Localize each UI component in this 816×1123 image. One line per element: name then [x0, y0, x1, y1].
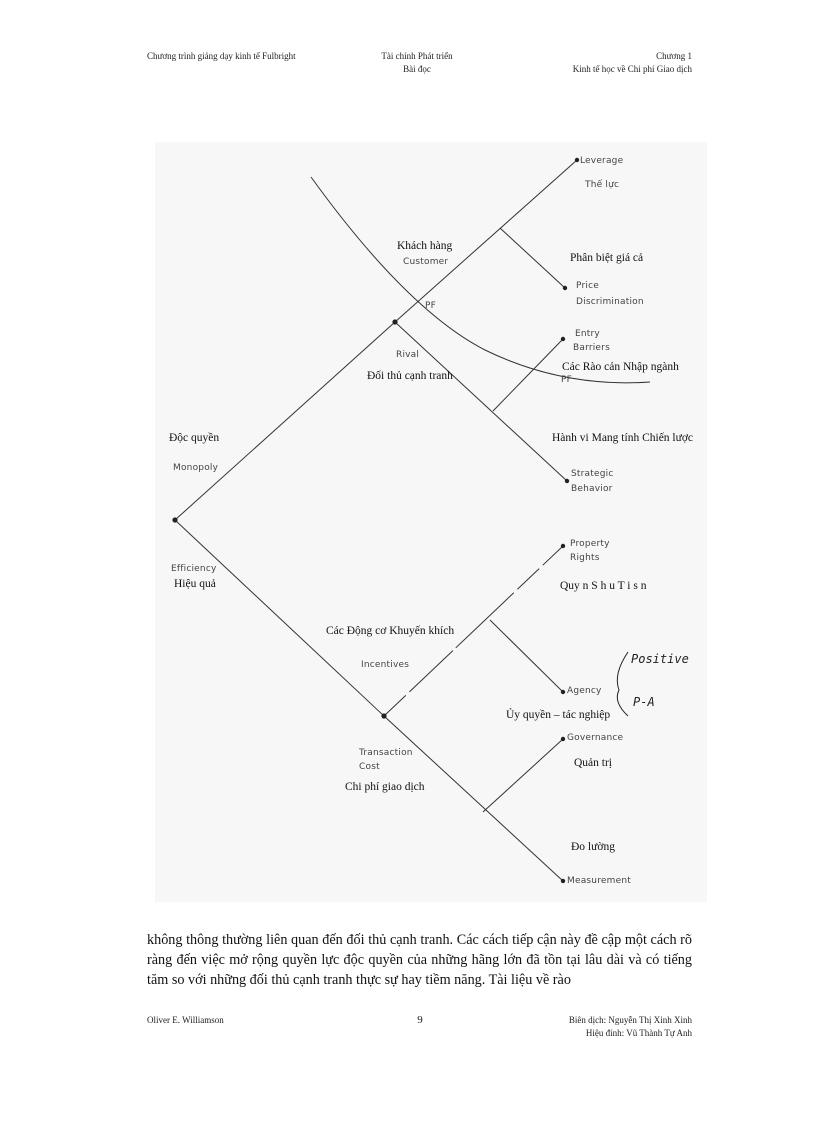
body-paragraph — [147, 930, 692, 990]
price-label: Price — [576, 281, 599, 291]
node-entry — [561, 337, 565, 341]
pf-top-label: PF — [425, 301, 437, 311]
strategic-label: Strategic — [571, 469, 614, 479]
incentives-vi-label: Các Động cơ Khuyến khích — [326, 625, 455, 637]
branch-efficiency-to-measurement — [384, 716, 563, 881]
efficiency-label: Efficiency — [171, 564, 217, 574]
footer-editor: Hiệu đính: Vũ Thành Tự Anh — [585, 1028, 692, 1038]
footer-translator: Biên dịch: Nguyễn Thị Xinh Xinh — [568, 1015, 692, 1025]
rival-label: Rival — [396, 350, 420, 360]
monopoly-vi-label: Độc quyền — [169, 432, 220, 444]
node-agency — [561, 690, 565, 694]
agency-vi-label: Ủy quyền – tác nghiệp — [506, 709, 611, 721]
price-discrimination-vi-label: Phân biệt giá cả — [570, 252, 644, 264]
branch-monopoly-to-strategic — [395, 322, 567, 481]
header-chapter — [573, 50, 692, 76]
leverage-vi-label: Thế lực — [585, 180, 620, 190]
branch-root-to-efficiency — [175, 520, 384, 716]
node-governance — [561, 737, 565, 741]
handwritten-bracket — [617, 652, 628, 716]
pf-bottom-label: PF — [561, 375, 573, 385]
behavior-label: Behavior — [571, 484, 613, 494]
discrimination-label: Discrimination — [576, 297, 644, 307]
entry-label: Entry — [575, 329, 600, 339]
footer-credits — [569, 1014, 692, 1040]
node-monopoly — [392, 319, 397, 324]
governance-label: Governance — [567, 733, 624, 743]
measurement-label: Measurement — [567, 876, 631, 886]
node-leverage — [575, 158, 579, 162]
positive-handwritten-note: Positive — [631, 652, 689, 666]
agency-label: Agency — [567, 686, 602, 696]
customer-vi-label: Khách hàng — [397, 240, 453, 252]
page-number: 9 — [417, 1014, 423, 1026]
header-chapter-title: Kinh tế học về Chi phí Giao dịch — [572, 64, 692, 74]
body-paragraph-text: không thông thường liên quan đến đối thủ cạnh tranh. Các cách tiếp cận này đề cập một cách rõ ràng đến việc mở rộng quyền lực độc quyền của những hãng lớn đã tồn tại lâu dài và có tiếng tăm so với những đối thủ cạnh tranh thực sự hay tiềm năng. Tài liệu về rào — [147, 932, 692, 988]
governance-vi-label: Quản trị — [574, 757, 613, 769]
node-measurement — [561, 879, 565, 883]
pa-handwritten-note: P-A — [633, 695, 655, 709]
branch-to-entry-barriers — [493, 339, 563, 411]
header-course-title: Tài chính Phát triển — [381, 51, 453, 61]
property-label: Property — [570, 539, 610, 549]
entry-barriers-vi-label: Các Rào cản Nhập ngành — [562, 361, 679, 373]
branch-to-governance — [483, 739, 563, 812]
rival-vi-label: Đối thủ cạnh tranh — [367, 370, 453, 382]
transaction-cost-vi-label: Chi phí giao dịch — [345, 781, 425, 793]
efficiency-vi-label: Hiệu quả — [174, 578, 216, 590]
header-course — [362, 50, 472, 76]
node-price — [563, 286, 567, 290]
transaction-label: Transaction — [359, 748, 413, 758]
node-efficiency — [381, 713, 386, 718]
measurement-vi-label: Đo lường — [571, 841, 615, 853]
monopoly-label: Monopoly — [173, 463, 219, 473]
leverage-label: Leverage — [580, 156, 624, 166]
node-strategic — [565, 479, 569, 483]
rights-label: Rights — [570, 553, 600, 563]
tree-diagram-figure — [155, 142, 707, 902]
node-root — [172, 517, 177, 522]
branch-root-to-monopoly — [175, 322, 395, 520]
header-program: Chương trình giảng dạy kinh tế Fulbright — [147, 51, 296, 61]
property-rights-vi-label: Quy n S h u T i s n — [560, 580, 647, 592]
node-property — [561, 544, 565, 548]
header-reading: Bài đọc — [403, 64, 431, 74]
branch-to-price-discrimination — [500, 228, 565, 288]
incentives-label: Incentives — [361, 660, 410, 670]
strategic-behavior-vi-label: Hành vi Mang tính Chiến lược — [552, 432, 694, 444]
footer-author: Oliver E. Williamson — [147, 1015, 224, 1025]
cost-label: Cost — [359, 762, 380, 772]
header-chapter-number: Chương 1 — [656, 51, 692, 61]
branch-to-agency — [490, 620, 563, 692]
barriers-label: Barriers — [573, 343, 610, 353]
customer-label: Customer — [403, 257, 449, 267]
